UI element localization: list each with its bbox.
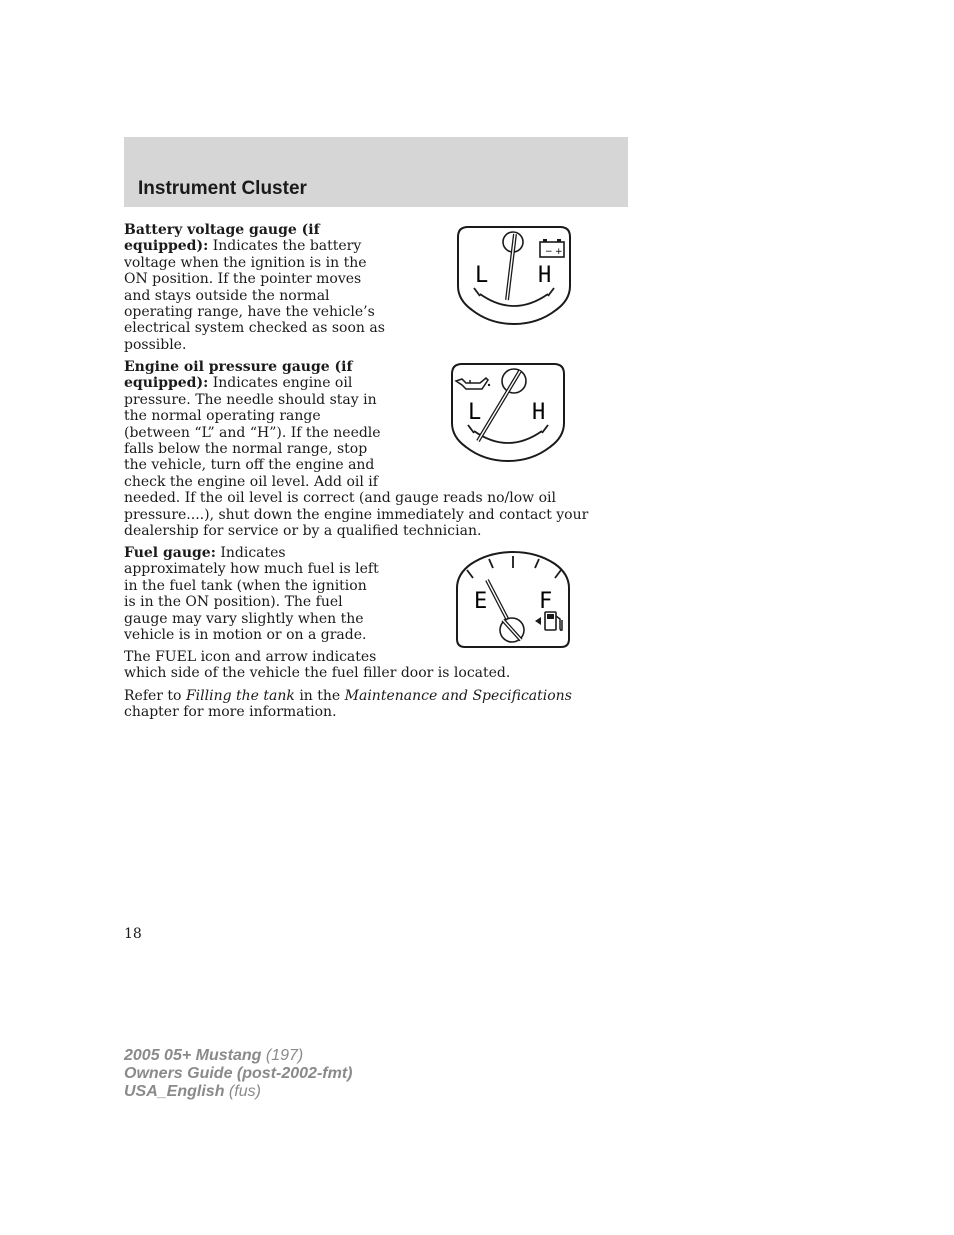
- fuel-icon-note: The FUEL icon and arrow indicates which side of the vehicle the fuel filler door is located.: [124, 649, 511, 682]
- fuel-empty-label: E: [474, 589, 488, 614]
- svg-text:−: −: [545, 247, 553, 257]
- battery-gauge-illustration: [456, 226, 572, 326]
- fuel-gauge-description: Fuel gauge: Indicates approximately how much fuel is left in the fuel tank (when the ignition is in the ON position). The fuel gauge may vary slightly when the vehicle is in motion or on a grade.: [124, 545, 379, 644]
- battery-high-label: H: [538, 263, 552, 288]
- oil-gauge-description: Engine oil pressure gauge (if equipped): Indicates engine oil pressure. The needle should stay in the normal operating range (between “L” and “H”). If the needle falls below the normal range, stop the vehicle, turn off the engine and check the engine oil level. Add oil if needed. If the oil level is correct (and gauge reads no/low oil pressure....), shut down the engine immediately and contact your dealership for service or by a qualified technician.: [124, 359, 589, 540]
- svg-text:+: +: [555, 247, 563, 257]
- page-number: 18: [124, 926, 142, 942]
- battery-gauge-description: Battery voltage gauge (if equipped): Indicates the battery voltage when the ignition is in the ON position. If the pointer moves and stays outside the normal operating range, have the vehicle’s electrical system checked as soon as possible.: [124, 222, 385, 353]
- battery-heading: Battery voltage gauge (if: [124, 222, 320, 238]
- fuel-full-label: F: [539, 589, 553, 614]
- filling-tank-reference: Filling the tank: [185, 688, 295, 704]
- section-header-band: [124, 137, 628, 207]
- maintenance-chapter-reference: Maintenance and Specifications: [344, 688, 572, 704]
- oil-high-label: H: [532, 400, 546, 425]
- fuel-heading: Fuel gauge:: [124, 545, 216, 561]
- oil-pressure-gauge-illustration: [450, 363, 566, 463]
- oil-heading: Engine oil pressure gauge (if: [124, 359, 353, 375]
- refer-paragraph: Refer to Filling the tank in the Maintenance and Specifications chapter for more information.: [124, 688, 572, 721]
- section-title: Instrument Cluster: [138, 178, 307, 199]
- document-footer: 2005 05+ Mustang (197) Owners Guide (post-2002-fmt) USA_English (fus): [124, 1047, 353, 1100]
- battery-low-label: L: [475, 263, 489, 288]
- oil-low-label: L: [468, 400, 482, 425]
- fuel-gauge-illustration: [455, 550, 573, 650]
